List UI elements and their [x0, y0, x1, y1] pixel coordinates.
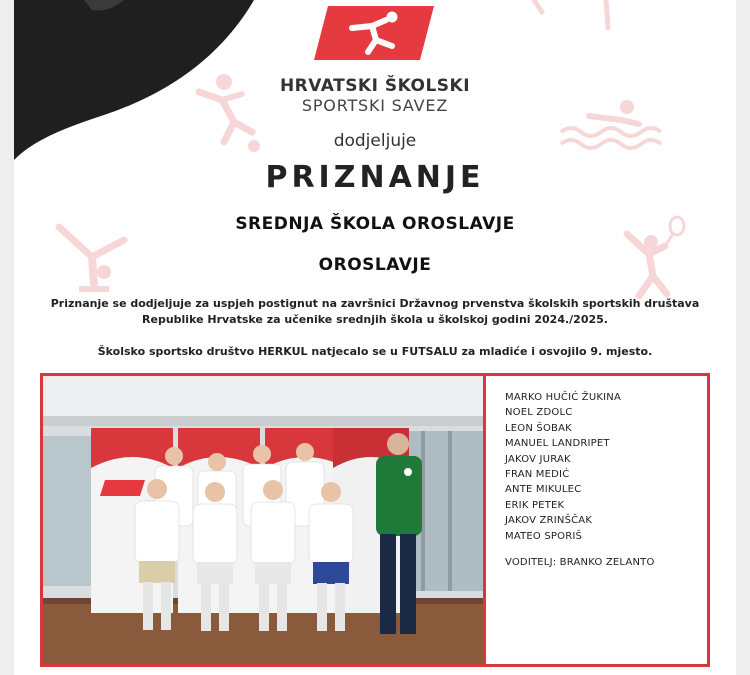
organization-name-line1: HRVATSKI ŠKOLSKI	[279, 76, 471, 96]
player-name: ANTE MIKULEC	[505, 484, 582, 496]
player-name: ERIK PETEK	[505, 499, 565, 511]
player-name: JAKOV ZRINŠČAK	[505, 515, 593, 527]
runner-icon	[524, 0, 614, 30]
school-town: OROSLAVJE	[318, 255, 432, 275]
organization-name-line2: SPORTSKI SAVEZ	[301, 96, 449, 115]
team-photo-illustration	[43, 376, 483, 664]
player-name: NOEL ZDOLC	[505, 407, 573, 419]
player-name: MATEO SPORIŠ	[505, 530, 583, 542]
running-figure-logo-icon	[310, 4, 438, 62]
certificate-title: PRIZNANJE	[265, 160, 485, 195]
coach-name: VODITELJ: BRANKO ZELANTO	[505, 557, 655, 568]
player-name: LEON ŠOBAK	[505, 422, 572, 434]
description-line-1: Priznanje se dodjeljuje za uspjeh postignut na završnici Državnog prvenstva školskih sportskih društava	[50, 297, 700, 310]
description-line-2: Republike Hrvatske za učenike srednjih škola u školskoj godini 2024./2025.	[142, 313, 608, 326]
player-list	[505, 390, 621, 544]
school-name: SREDNJA ŠKOLA OROSLAVJE	[235, 214, 515, 234]
team-frame	[40, 373, 710, 667]
hss-logo	[310, 4, 438, 62]
player-name: MANUEL LANDRIPET	[505, 438, 610, 450]
player-name: JAKOV JURAK	[505, 453, 571, 465]
competition-result: Školsko sportsko društvo HERKUL natjecalo se u FUTSALU za mladiće i osvojilo 9. mjesto.	[97, 345, 653, 358]
certificate-page	[14, 0, 736, 675]
player-name: FRAN MEDIĆ	[505, 469, 570, 481]
team-photo	[43, 376, 486, 664]
player-name: MARKO HUČIĆ ŽUKINA	[505, 392, 622, 403]
award-description	[34, 296, 716, 328]
award-verb: dodjeljuje	[333, 131, 417, 151]
